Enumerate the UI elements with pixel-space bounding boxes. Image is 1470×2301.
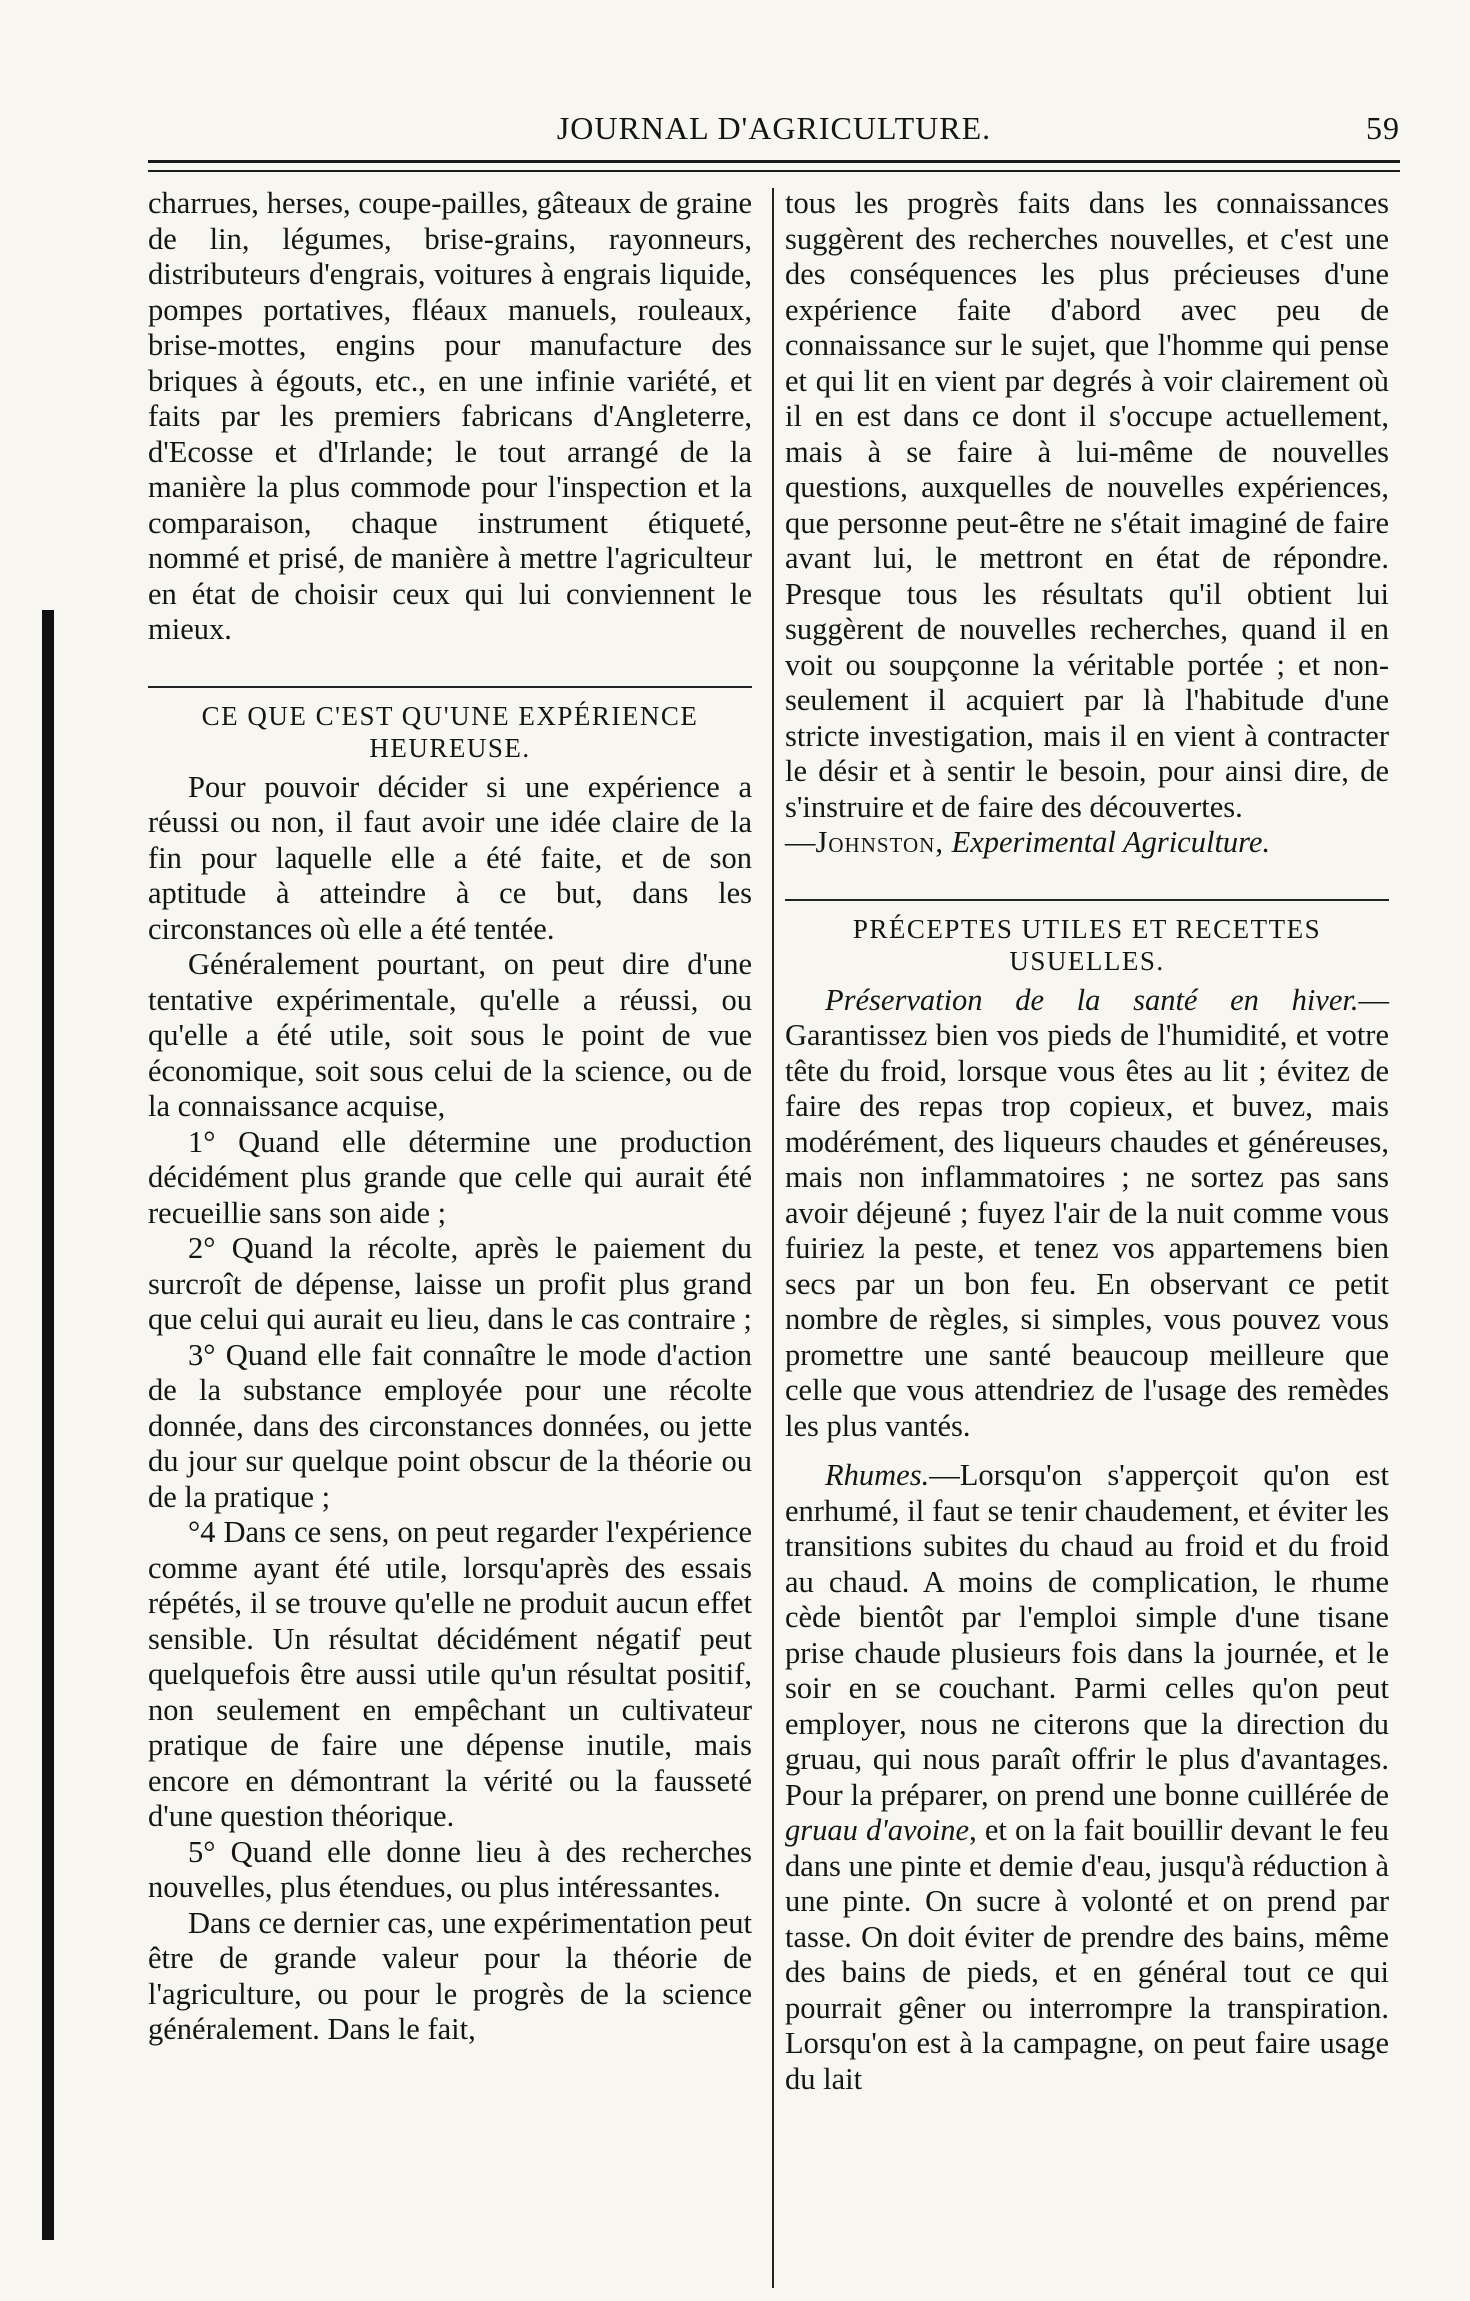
right-continuation-paragraph: tous les progrès faits dans les connaissances suggèrent des recherches nouvelles, et c'est une des conséquences les plus précieuses d'une expérience faite d'abord avec peu de connaissance sur le sujet, que l'homme qui pense et qui lit en vient par degrés à voir clairement où il en est dans ce dont il s'occupe actuellement, mais à se faire à lui-même de nouvelles questions, auxquelles de nouvelles expériences, que personne peut-être ne s'était imaginé de faire avant lui, le mettront en état de répondre. Presque tous les résultats qu'il obtient lui suggèrent de nouvelles recherches, quand il en voit ou soupçonne la véritable portée ; et non-seulement il acquiert par là l'habitude d'une stricte investigation, mais il en vient à contracter le désir et à sentir le besoin, pour ainsi dire, de s'instruire et de faire des découvertes. bbox=[785, 186, 1389, 824]
numbered-point-5: 5° Quand elle donne lieu à des recherches nouvelles, plus étendues, ou plus intéressantes. bbox=[148, 1834, 752, 1904]
article-paragraph: Dans ce dernier cas, une expérimentation peut être de grande valeur pour la théorie de l'agriculture, ou pour le progrès de la science généralement. Dans le fait, bbox=[148, 1905, 752, 2046]
section-separator-right bbox=[785, 899, 1389, 901]
section-title-preceptes: PRÉCEPTES UTILES ET RECETTES USUELLES. bbox=[852, 913, 1322, 976]
section-title-experience: CE QUE C'EST QU'UNE EXPÉRIENCE HEUREUSE. bbox=[201, 700, 699, 763]
header-rule-thick bbox=[148, 160, 1400, 163]
numbered-point-1: 1° Quand elle détermine une production décidément plus grande que celle qui aurait été recueillie sans son aide ; bbox=[148, 1124, 752, 1230]
recipe-paragraph-sante bbox=[785, 983, 1389, 1445]
paragraph-gap bbox=[785, 1444, 1389, 1458]
attribution bbox=[785, 825, 1389, 861]
numbered-point-2: 2° Quand la récolte, après le paiement du surcroît de dépense, laisse un profit plus grand que celui qui aurait eu lieu, dans le cas contraire ; bbox=[148, 1231, 752, 1336]
article-paragraph: Pour pouvoir décider si une expérience a réussi ou non, il faut avoir une idée claire de la fin pour laquelle elle a été faite, et de son aptitude à atteindre à ce but, dans les circonstances où elle a été tentée. bbox=[148, 769, 752, 946]
page-number: 59 bbox=[1366, 110, 1400, 146]
article-paragraph: Généralement pourtant, on peut dire d'une tentative expérimentale, qu'elle a réussi, ou qu'elle a été utile, soit sous le point de vue économique, soit sous celui de la science, ou de la connaissance acquise, bbox=[148, 947, 752, 1123]
recipe-text-rhumes-b: , et on la fait bouillir devant le feu dans une pinte et demie d'eau, jusqu'à réduction à une pinte. On sucre à volonté et on prend par tasse. On doit éviter de prendre des bains, même des bains de pieds, et en général tout ce qui pourrait gêner ou interrompre la transpiration. Lorsqu'on est à la campagne, on peut faire usage du lait bbox=[785, 1813, 1389, 2096]
journal-title: JOURNAL D'AGRICULTURE. bbox=[556, 110, 992, 146]
recipe-lead-rhumes: Rhumes. bbox=[825, 1458, 930, 1492]
recipe-lead-sante: Préservation de la santé en hiver. bbox=[825, 982, 1359, 1017]
header-rule-thin bbox=[148, 170, 1400, 172]
column-divider bbox=[772, 188, 774, 2288]
left-column bbox=[148, 186, 752, 2048]
numbered-point-3: 3° Quand elle fait connaître le mode d'action de la substance employée pour une récolte donnée, dans des circonstances données, ou jette du jour sur quelque point obscur de la théorie ou de la pratique ; bbox=[148, 1337, 752, 1514]
section-separator-left bbox=[148, 686, 752, 688]
recipe-paragraph-rhumes bbox=[785, 1458, 1389, 2097]
margin-scan-bar bbox=[42, 610, 54, 2240]
numbered-point-4: °4 Dans ce sens, on peut regarder l'expérience comme ayant été utile, lorsqu'après des essais répétés, il se trouve qu'elle ne produit aucun effet sensible. Un résultat décidément négatif peut quelquefois être aussi utile qu'un résultat positif, non seulement en empêchant un cultivateur pratique de faire une dépense inutile, mais encore en démontrant la vérité ou la fausseté d'une question théorique. bbox=[148, 1515, 752, 1833]
recipe-emphasis-gruau: gruau d'avoine bbox=[785, 1813, 970, 1847]
attribution-author: Johnston, bbox=[815, 825, 944, 859]
running-header bbox=[148, 108, 1400, 152]
left-continuation-paragraph: charrues, herses, coupe-pailles, gâteaux de graine de lin, légumes, brise-grains, rayonneurs, distributeurs d'engrais, voitures à engrais liquide, pompes portatives, fléaux manuels, rouleaux, brise-mottes, engins pour manufacture des briques à égouts, etc., en une infinie variété, et faits par les premiers fabricans d'Angleterre, d'Ecosse et d'Irlande; le tout arrangé de la manière la plus commode pour l'inspection et la comparaison, chaque instrument étiqueté, nommé et prisé, de manière à mettre l'agriculteur en état de choisir ceux qui lui conviennent le mieux. bbox=[148, 186, 752, 646]
attribution-work: Experimental Agriculture. bbox=[951, 825, 1271, 859]
recipe-text-rhumes-a: —Lorsqu'on s'apperçoit qu'on est enrhumé, il faut se tenir chaudement, et éviter les transitions subites du chaud au froid et du froid au chaud. A moins de complication, le rhume cède bientôt par l'emploi simple d'une tisane prise chaude plusieurs fois dans la journée, et le soir en se couchant. Parmi celles qu'on peut employer, nous ne citerons que la direction du gruau, qui nous paraît offrir le plus d'avantages. Pour la préparer, on prend une bonne cuillérée de bbox=[785, 1458, 1389, 1812]
attribution-dash: — bbox=[785, 825, 816, 859]
right-column bbox=[785, 186, 1389, 2097]
recipe-text-sante: —Garantissez bien vos pieds de l'humidité, et votre tête du froid, lorsque vous êtes au lit ; évitez de faire des repas trop copieux, et buvez, mais modérément, des liqueurs chaudes et généreuses, mais non inflammatoires ; ne sortez pas sans avoir déjeuné ; fuyez l'air de la nuit comme vous fuiriez la peste, et tenez vos appartemens bien secs par un bon feu. En observant ce petit nombre de règles, si simples, vous pouvez vous promettre une santé beaucoup meilleure que celle que vous attendriez de l'usage des remèdes les plus vantés. bbox=[785, 982, 1389, 1443]
